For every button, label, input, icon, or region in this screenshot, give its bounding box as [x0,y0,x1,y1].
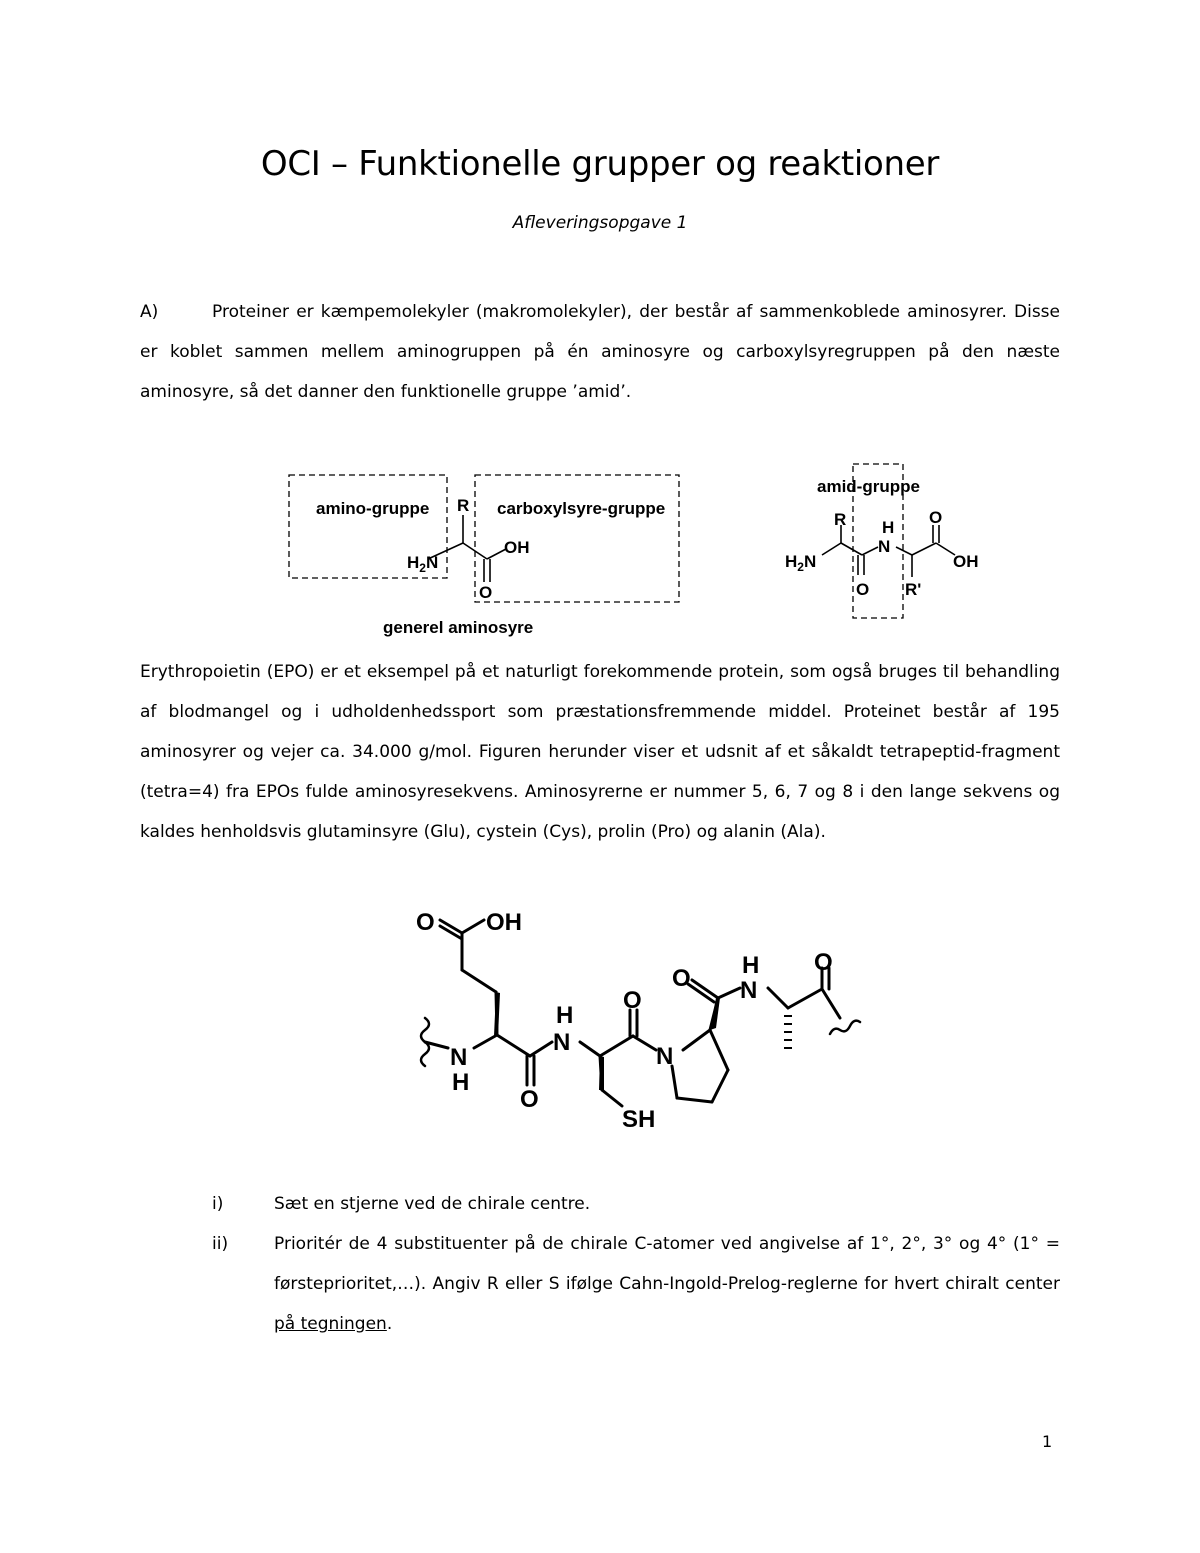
question-text: Prioritér de 4 substituenter på de chirale C-atomer ved angivelse af 1°, 2°, 3° og 4° (1° = førsteprioritet,…). Angiv R eller S ifølge Cahn-Ingold-Prelog-reglerne for hvert chiralt center [274,1234,1060,1294]
h2n-n: N [425,553,439,572]
carbonyl-o-label: O [479,583,493,602]
amino-acid-figure [0,455,1200,645]
tetrapeptide-figure [0,890,1200,1140]
question-item [212,1184,1060,1224]
glu-n-label: N [450,1044,468,1071]
pro-carbonyl-o-label: O [672,965,691,992]
amide-oh-label: OH [953,552,979,571]
underlined-phrase: på tegningen [274,1314,387,1334]
ala-n-label: N [740,977,758,1004]
question-item [212,1224,1060,1344]
tetrapeptide-diagram [0,890,1200,1140]
question-text: Sæt en stjerne ved de chirale centre. [274,1194,591,1214]
cys-carbonyl-o-label: O [623,987,642,1014]
amide-n-label: N [878,537,891,556]
section-a-text: Proteiner er kæmpemolekyler (makromolekyler), der består af sammenkoblede aminosyrer. Disse er koblet sammen mellem aminogruppen på én aminosyre og carboxylsyregruppen på den næste aminosyre, så det danner den funktionelle gruppe ’amid’. [140,302,1060,402]
amide-r-label: R [834,510,847,529]
amide-group-label: amid-gruppe [817,477,920,496]
glu-h-label: H [452,1069,470,1096]
amide-h-label: H [882,518,895,537]
amide-o-bottom-label: O [856,580,870,599]
section-a-label: A) [140,302,159,322]
svg-text:H2N [407,553,438,575]
question-list [212,1184,1060,1344]
page-title: OCI – Funktionelle grupper og reaktioner [260,144,940,184]
figure-caption: generel aminosyre [383,618,534,637]
question-tail: . [386,1314,393,1334]
pro-n-label: N [656,1043,674,1070]
ala-carbonyl-o-label: O [814,949,833,976]
amide-o-top-label: O [929,508,943,527]
cys-n-label: N [553,1029,571,1056]
r-prime-label: R' [905,580,922,599]
cys-sh-label: SH [622,1106,656,1133]
page-number: 1 [1042,1432,1053,1451]
amino-acid-diagram [0,455,1200,645]
question-marker: ii) [212,1234,229,1254]
carboxyl-group-label: carboxylsyre-gruppe [497,499,666,518]
h2n-subscript: 2 [419,561,426,575]
question-marker: i) [212,1194,224,1214]
h2n-h: H [407,553,420,572]
ala-h-label: H [742,952,760,979]
epo-paragraph: Erythropoietin (EPO) er et eksempel på et naturligt forekommende protein, som også bruges til behandling af blodmangel og i udholdenhedssport som præstationsfremmende middel. Proteinet består af 195 aminosyrer og vejer ca. 34.000 g/mol. Figuren herunder viser et udsnit af et såkaldt tetrapeptid-fragment (tetra=4) fra EPOs fulde aminosyresekvens. Aminosyrerne er nummer 5, 6, 7 og 8 i den lange sekvens og kaldes henholdsvis glutaminsyre (Glu), cystein (Cys), prolin (Pro) og alanin (Ala). [140,662,1060,842]
page-subtitle: Afleveringsopgave 1 [512,213,688,233]
glu-oh-label: OH [486,909,522,936]
amino-group-label: amino-gruppe [316,499,430,518]
glu-o-label: O [416,909,435,936]
section-a-paragraph [140,292,1060,412]
cys-h-label: H [556,1002,574,1029]
glu-carbonyl-o-label: O [520,1086,539,1113]
svg-text:H2N: $H_2N$ [785,552,817,574]
oh-label: OH [504,538,530,557]
r-group-label: R [457,496,470,515]
